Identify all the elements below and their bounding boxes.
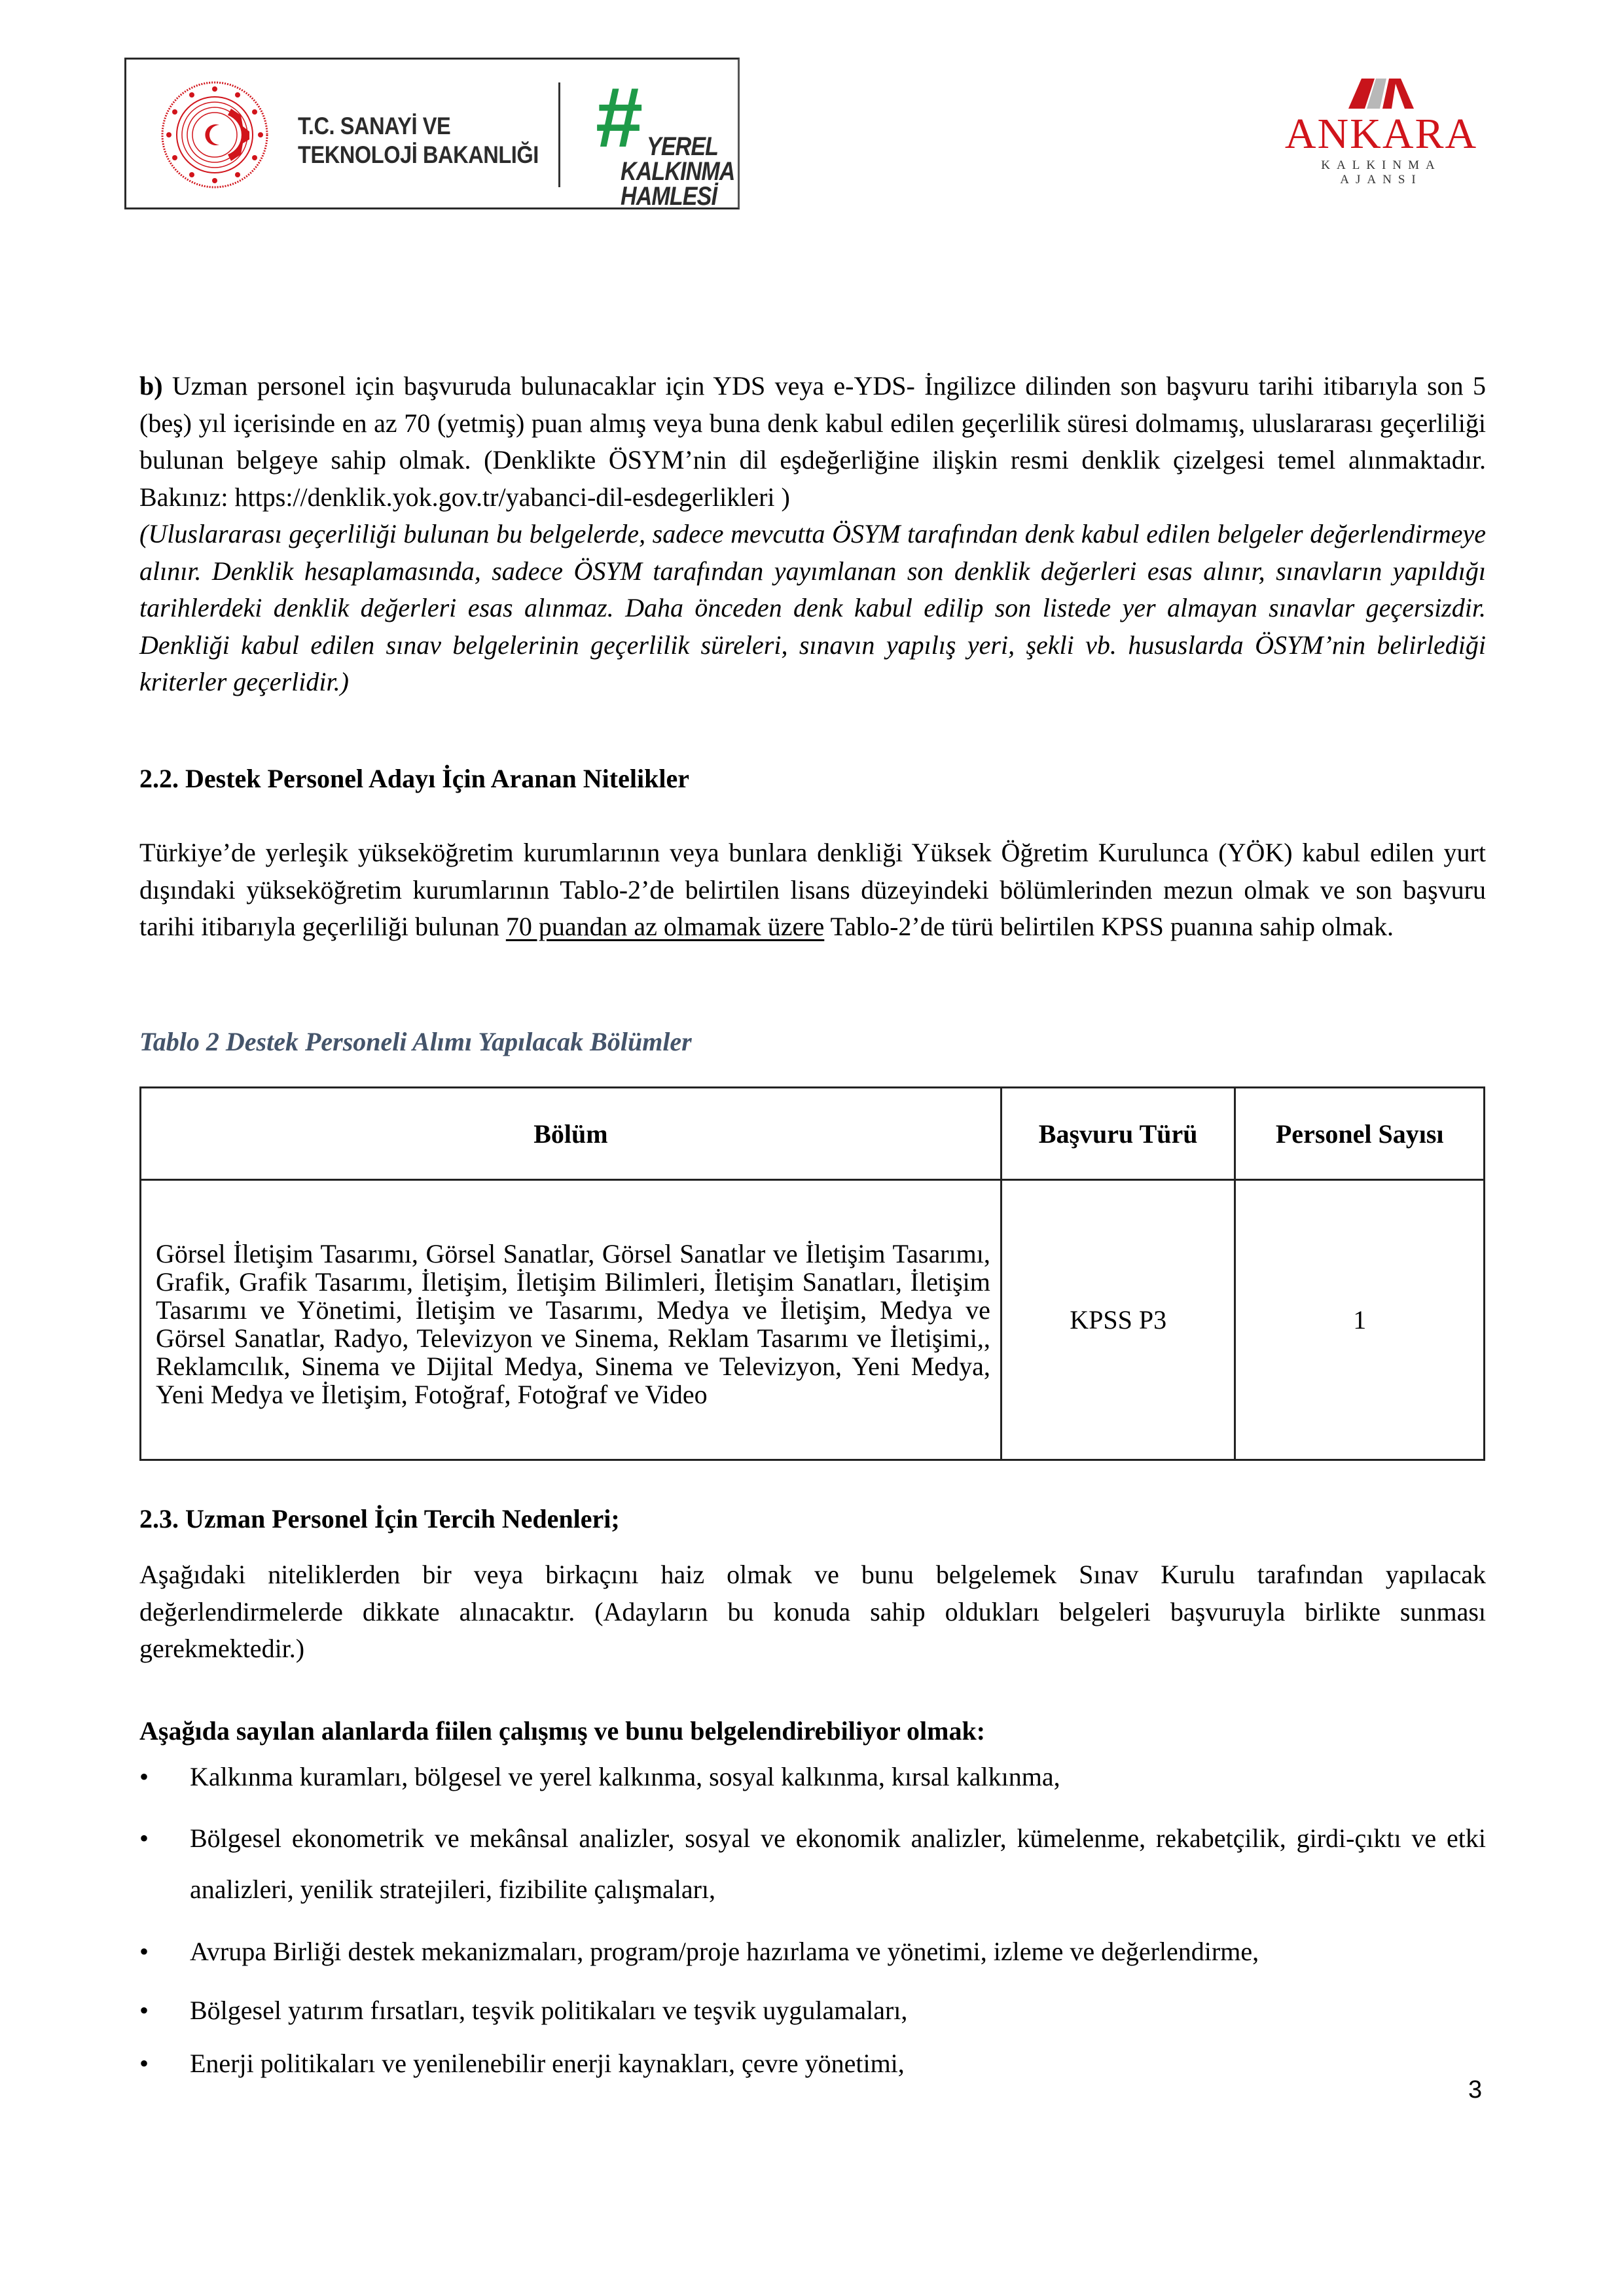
bullet-icon: • — [139, 2049, 149, 2078]
list-item-text: Avrupa Birliği destek mekanizmaları, program/proje hazırlama ve yönetimi, izleme ve değerlendirme, — [190, 1937, 1259, 1966]
section-b-label: b) — [139, 371, 163, 401]
agency-subtitle: KALKINMA AJANSI — [1321, 158, 1441, 187]
cell-basvuru-turu: KPSS P3 — [1001, 1180, 1235, 1460]
section-2-2-text-after: Tablo-2’de türü belirtilen KPSS puanına sahip olmak. — [824, 912, 1394, 941]
list-item — [139, 1926, 1486, 1977]
column-header-personel-sayisi: Personel Sayısı — [1235, 1088, 1485, 1180]
logo-divider — [558, 82, 560, 187]
bullet-icon: • — [139, 1996, 149, 2025]
campaign-logo — [594, 69, 735, 211]
ministry-name — [298, 112, 539, 170]
agency-logo — [1263, 72, 1499, 187]
bullet-icon: • — [139, 1762, 149, 1791]
section-2-3-heading: 2.3. Uzman Personel İçin Tercih Nedenleri; — [139, 1504, 620, 1534]
section-2-2-heading: 2.2. Destek Personel Adayı İçin Aranan Nitelikler — [139, 764, 689, 793]
campaign-line3: HAMLESİ — [621, 182, 717, 211]
list-item-text: Kalkınma kuramları, bölgesel ve yerel kalkınma, sosyal kalkınma, kırsal kalkınma, — [190, 1762, 1060, 1791]
list-item-text: Bölgesel yatırım fırsatları, teşvik politikaları ve teşvik uygulamaları, — [190, 1996, 908, 2025]
section-b-text: Uzman personel için başvuruda bulunacaklar için YDS veya e-YDS- İngilizce dilinden son başvuru tarihi itibarıyla son 5 (beş) yıl içerisinde en az 70 (yetmiş) puan almış veya buna denk kabul edilen geçerlilik süresi dolmamış, uluslararası geçerliliği bulunan belgeye sahip olmak. (Denklikte ÖSYM’nin dil eşdeğerliğine ilişkin resmi denklik çizelgesi temel alınmaktadır. Bakınız: https://denklik.yok.gov.tr/yabanci-dil-esdegerlikleri ) — [139, 371, 1486, 512]
bullet-icon: • — [139, 1823, 149, 1853]
list-item — [139, 1985, 1486, 2036]
campaign-line2: KALKINMA — [621, 157, 735, 186]
list-item — [139, 2038, 1486, 2089]
ministry-name-line2: TEKNOLOJİ BAKANLIĞI — [298, 141, 539, 168]
table-header-row — [141, 1088, 1485, 1180]
section-b-note: (Uluslararası geçerliliği bulunan bu belgelerde, sadece mevcutta ÖSYM tarafından denk kabul edilen belgeler değerlendirmeye alınır. Denklik hesaplamasında, sadece ÖSYM tarafından yayımlanan son denklik değerleri esas alınır, sınavların yapıldığı tarihlerdeki denklik değerleri esas alınmaz. Daha önceden denk kabul edilip son listede yer almayan sınavlar geçersizdir. Denkliği kabul edilen sınav belgelerinin geçerlilik süreleri, sınavın yapılış yeri, şekli vb. hususlarda ÖSYM’nin belirlediği kriterler geçerlidir.) — [139, 519, 1486, 696]
table-2-caption: Tablo 2 Destek Personeli Alımı Yapılacak Bölümler — [139, 1027, 692, 1056]
section-2-2-paragraph — [139, 834, 1486, 946]
cell-personel-sayisi: 1 — [1235, 1180, 1485, 1460]
campaign-line1: YEREL — [647, 132, 719, 161]
column-header-bolum: Bölüm — [141, 1088, 1001, 1180]
agency-name: ANKARA — [1284, 110, 1478, 158]
section-2-3-paragraph: Aşağıdaki niteliklerden bir veya birkaçını haiz olmak ve bunu belgelemek Sınav Kurulu tarafından yapılacak değerlendirmelerde dikkate alınacaktır. (Adayların bu konuda sahip oldukları belgeleri başvuruyla birlikte sunması gerekmektedir.) — [139, 1560, 1486, 1663]
column-header-basvuru-turu: Başvuru Türü — [1001, 1088, 1235, 1180]
list-item — [139, 1813, 1486, 1915]
ministry-emblem-icon — [159, 79, 270, 190]
table-row — [141, 1180, 1485, 1460]
cell-bolum: Görsel İletişim Tasarımı, Görsel Sanatlar, Görsel Sanatlar ve İletişim Tasarımı, Grafik, Grafik Tasarımı, İletişim, İletişim Bilimleri, İletişim Sanatları, İletişim Tasarımı ve Yönetimi, İletişim ve Tasarımı, Medya ve İletişim, Medya ve Görsel Sanatlar, Radyo, Televizyon ve Sinema, Reklam Tasarımı ve İletişimi,, Reklamcılık, Sinema ve Dijital Medya, Sinema ve Televizyon, Yeni Medya, Yeni Medya ve İletişim, Fotoğraf, Fotoğraf ve Video — [141, 1180, 1001, 1460]
ministry-name-line1: T.C. SANAYİ VE — [298, 113, 451, 139]
hashtag-icon: # — [594, 69, 642, 165]
section-2-2-underlined: 70 puandan az olmamak üzere — [505, 912, 825, 941]
table-2 — [139, 1086, 1485, 1461]
ministry-logo-box — [124, 58, 740, 209]
list-item — [139, 1751, 1486, 1803]
section-b-paragraph — [139, 368, 1486, 516]
list-item-text: Bölgesel ekonometrik ve mekânsal analizler, sosyal ve ekonomik analizler, kümelenme, rekabetçilik, girdi-çıktı ve etki analizleri, yenilik stratejileri, fizibilite çalışmaları, — [190, 1823, 1486, 1904]
bullet-icon: • — [139, 1937, 149, 1966]
section-2-3-subheading: Aşağıda sayılan alanlarda fiilen çalışmış ve bunu belgelendirebiliyor olmak: — [139, 1716, 986, 1746]
agency-emblem-icon — [1342, 77, 1420, 110]
list-item-text: Enerji politikaları ve yenilenebilir enerji kaynakları, çevre yönetimi, — [190, 2049, 905, 2078]
page-number: 3 — [1468, 2076, 1483, 2104]
section-2-2-text-before: Türkiye’de yerleşik yükseköğretim kurumlarının veya bunlara denkliği Yüksek Öğretim Kurulunca (YÖK) kabul edilen yurt dışındaki yükseköğretim kurumlarının Tablo-2’de belirtilen lisans düzeyindeki bölümlerinden mezun olmak ve son başvuru tarihi itibarıyla geçerliliği bulunan — [139, 838, 1486, 941]
